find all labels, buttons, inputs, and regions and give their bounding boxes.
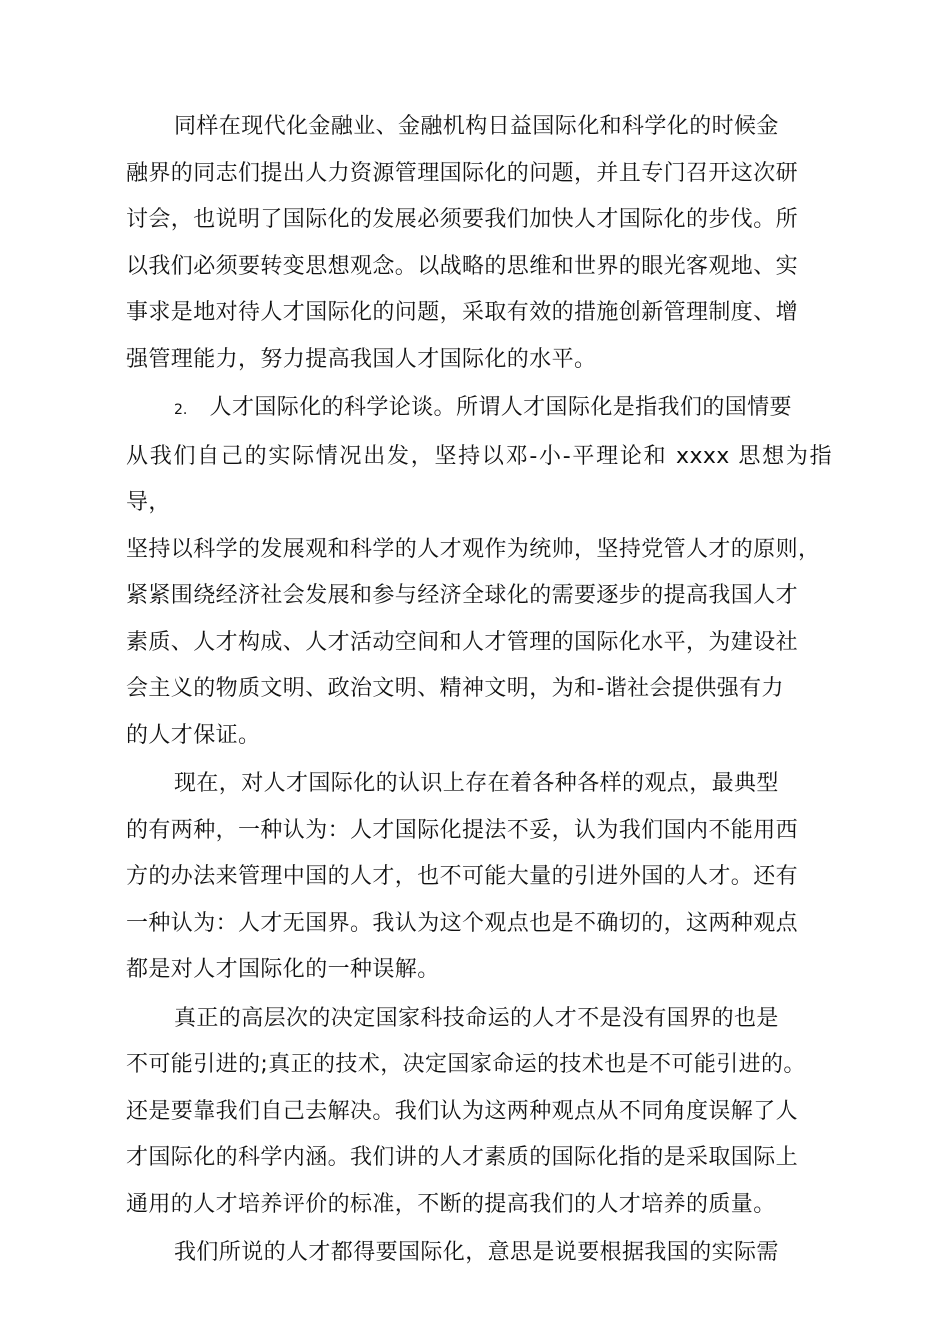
text-line: 同样在现代化金融业、金融机构日益国际化和科学化的时候金 <box>174 114 779 139</box>
paragraph-4 <box>126 996 832 1229</box>
document-page <box>126 104 832 1277</box>
text-line: 会主义的物质文明、政治文明、精神文明，为和-谐社会提供强有力 <box>126 676 784 701</box>
text-line: 紧紧围绕经济社会发展和参与经济全球化的需要逐步的提高我国人才 <box>126 583 799 608</box>
text-line: 素质、人才构成、人才活动空间和人才管理的国际化水平，为建设社 <box>126 629 799 655</box>
text-line: 真正的高层次的决定国家科技命运的人才不是没有国界的也是 <box>174 1005 779 1031</box>
text-line: 才国际化的科学内涵。我们讲的人才素质的国际化指的是采取国际上 <box>126 1145 799 1170</box>
text-line: 一种认为：人才无国界。我认为这个观点也是不确切的，这两种观点 <box>126 910 799 936</box>
text-line: 还是要靠我们自己去解决。我们认为这两种观点从不同角度误解了人 <box>126 1098 799 1124</box>
paragraph-1 <box>126 104 832 383</box>
text-line: 融界的同志们提出人力资源管理国际化的问题，并且专门召开这次研 <box>126 160 799 186</box>
text-line: 从我们自己的实际情况出发，坚持以邓-小-平理论和 xxxx 思想为指导， <box>126 443 832 515</box>
text-line-content: 人才国际化的科学论谈。所谓人才国际化是指我们的国情要 <box>209 395 792 420</box>
text-line: 的有两种，一种认为：人才国际化提法不妥，认为我们国内不能用西 <box>126 817 799 843</box>
text-line: 坚持以科学的发展观和科学的人才观作为统帅，坚持党管人才的原则， <box>126 536 821 562</box>
text-line: 讨会，也说明了国际化的发展必须要我们加快人才国际化的步伐。所 <box>126 207 799 232</box>
paragraph-2 <box>126 385 832 759</box>
paragraph-3 <box>126 761 832 994</box>
list-number: 2. <box>174 402 188 418</box>
text-line: 通用的人才培养评价的标准，不断的提高我们的人才培养的质量。 <box>126 1191 776 1217</box>
text-line: 我们所说的人才都得要国际化，意思是说要根据我国的实际需 <box>174 1240 779 1265</box>
text-line: 现在，对人才国际化的认识上存在着各种各样的观点，最典型 <box>174 771 779 796</box>
text-line <box>126 385 832 434</box>
text-line: 方的办法来管理中国的人才，也不可能大量的引进外国的人才。还有 <box>126 864 799 889</box>
paragraph-5 <box>126 1230 832 1277</box>
text-line: 都是对人才国际化的一种误解。 <box>126 957 440 982</box>
text-line: 不可能引进的;真正的技术，决定国家命运的技术也是不可能引进的。 <box>126 1052 806 1077</box>
text-line: 事求是地对待人才国际化的问题，采取有效的措施创新管理制度、增 <box>126 300 799 325</box>
text-line: 强管理能力，努力提高我国人才国际化的水平。 <box>126 346 597 372</box>
text-line: 以我们必须要转变思想观念。以战略的思维和世界的眼光客观地、实 <box>126 253 799 279</box>
text-line: 的人才保证。 <box>126 722 261 748</box>
